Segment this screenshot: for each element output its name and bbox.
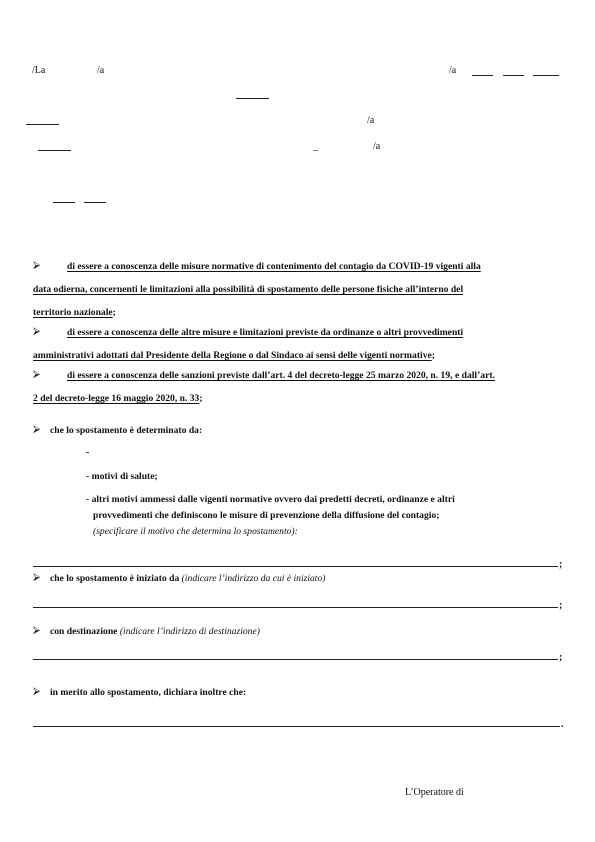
header-blank-field-5[interactable]	[84, 202, 106, 203]
arrowhead-bullet-icon: ⮚	[33, 260, 41, 271]
semicolon-2: ;	[559, 600, 563, 611]
further-declaration-label: in merito allo spostamento, dichiara inoltre che:	[50, 687, 247, 698]
declaration-2-line-2: amministrativi adottati dal Presidente della Regione o dal Sindaco ai sensi delle vigenti normative;	[33, 350, 435, 361]
date-year-field[interactable]	[533, 75, 559, 76]
operator-label: L’Operatore di	[405, 787, 464, 798]
header-blank-field-1[interactable]	[236, 98, 269, 99]
movement-determined-label: che lo spostamento è determinato da:	[50, 425, 203, 436]
reason-other-line-2: provvedimenti che definiscono le misure di prevenzione della diffusione del contagio;	[93, 510, 440, 521]
arrowhead-bullet-icon: ⮚	[33, 424, 41, 435]
declaration-1-line-3: territorio nazionale;	[33, 307, 116, 318]
destination-field[interactable]	[33, 659, 558, 660]
date-day-field[interactable]	[472, 75, 493, 76]
suffix-a-2: /a	[449, 65, 457, 76]
reason-dash: -	[86, 447, 90, 458]
suffix-a-1: /a	[97, 65, 105, 76]
semicolon-1: ;	[559, 559, 563, 570]
arrowhead-bullet-icon: ⮚	[33, 326, 41, 337]
declaration-3-line-1: di essere a conoscenza delle sanzioni previste dall’art. 4 del decreto-legge 25 marzo 2020, n. 19, e dall’art.	[67, 370, 495, 381]
reason-specify-hint: (specificare il motivo che determina lo spostamento):	[93, 526, 298, 537]
date-month-field[interactable]	[503, 75, 524, 76]
reason-health: - motivi di salute;	[86, 471, 158, 482]
header-blank-field-3[interactable]	[38, 150, 71, 151]
further-declaration-field[interactable]	[33, 726, 560, 727]
arrowhead-bullet-icon: ⮚	[33, 369, 41, 380]
header-blank-field-4[interactable]	[53, 202, 75, 203]
reason-other-line-1: - altri motivi ammessi dalle vigenti normative ovvero dai predetti decreti, ordinanze e altri	[86, 494, 455, 505]
header-blank-field-2[interactable]	[26, 124, 59, 125]
arrowhead-bullet-icon: ⮚	[33, 572, 41, 583]
period-mark: .	[561, 719, 564, 730]
declaration-2-line-1: di essere a conoscenza delle altre misure e limitazioni previste da ordinanze o altri provvedimenti	[67, 327, 464, 338]
arrowhead-bullet-icon: ⮚	[33, 686, 41, 697]
suffix-a-4: /a	[373, 141, 381, 152]
arrowhead-bullet-icon: ⮚	[33, 625, 41, 636]
destination-row: con destinazione (indicare l’indirizzo di destinazione)	[50, 626, 260, 637]
declaration-1-line-2: data odierna, concernenti le limitazioni alla possibilità di spostamento delle persone fisiche all’interno del	[33, 284, 464, 295]
la-label: /La	[32, 65, 46, 76]
started-from-row: che lo spostamento è iniziato da (indicare l’indirizzo da cui è iniziato)	[50, 573, 326, 584]
declaration-1-line-1: di essere a conoscenza delle misure normative di contenimento del contagio da COVID-19 vigenti alla	[67, 261, 481, 272]
semicolon-3: ;	[559, 652, 563, 663]
declaration-3-line-2: 2 del decreto-legge 16 maggio 2020, n. 33;	[33, 393, 203, 404]
reason-specify-field[interactable]	[33, 566, 558, 567]
suffix-a-3: /a	[367, 115, 375, 126]
started-from-field[interactable]	[33, 607, 558, 608]
dash-mark: _	[313, 141, 318, 152]
